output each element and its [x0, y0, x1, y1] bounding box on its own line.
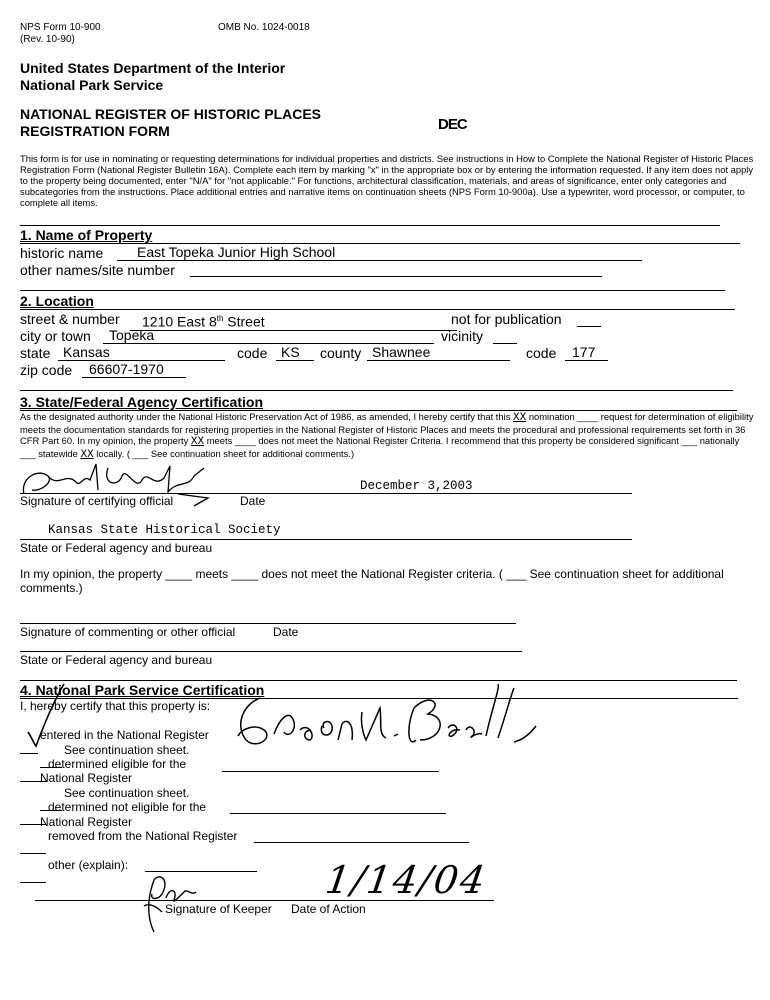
state-field[interactable] — [58, 345, 225, 361]
removed-signature-line — [254, 842, 469, 843]
zip-field[interactable] — [82, 362, 186, 378]
vicinity-blank[interactable] — [493, 329, 517, 344]
entered-label: entered in the National Register — [40, 728, 209, 742]
vicinity-label: vicinity — [441, 328, 484, 344]
county-code-value: 177 — [572, 344, 596, 360]
section-divider — [20, 290, 725, 291]
eligible-signature-line — [222, 771, 439, 772]
agency-label-2: State or Federal agency and bureau — [20, 653, 213, 667]
section3-heading: 3. State/Federal Agency Certification — [20, 394, 263, 410]
entered-checkmark — [22, 680, 72, 750]
see-continuation-2: See continuation sheet. — [64, 786, 190, 800]
other-names-label: other names/site number — [20, 262, 175, 278]
state-code-value: KS — [281, 344, 300, 360]
other-names-field[interactable] — [190, 261, 602, 277]
zip-value: 66607-1970 — [89, 361, 164, 377]
section1-heading: 1. Name of Property — [20, 227, 153, 243]
commenting-label: Signature of commenting or other official — [20, 625, 236, 639]
form-title-line1: NATIONAL REGISTER OF HISTORIC PLACES — [20, 106, 322, 122]
state-code-field[interactable] — [276, 345, 314, 361]
section-divider — [20, 390, 733, 391]
section-divider — [20, 225, 720, 226]
not-eligible-label-2: National Register — [40, 815, 133, 829]
instructions-paragraph: This form is for use in nominating or requesting determinations for individual properties and districts. See instructions in How to Complete the National Register of Historic Places Registration Form (National Register Bulletin 16A). Complete each item by marking "x" in the appropriate box or by entering the information requested. If any item does not apply to the property being documented, enter "N/A" for "not applicable." For functions, architectural classification, materials, and areas of significance, enter only categories and subcategories from the instructions. Place additional entries and narrative items on continuation sheets (NPS Form 10-900a). Use a typewriter, word processor, or computer, to complete all items. — [20, 153, 754, 208]
certification-date-typed: December 3,2003 — [360, 479, 473, 493]
not-eligible-signature-line — [230, 813, 446, 814]
section4-heading: 4. National Park Service Certification — [20, 682, 265, 698]
commenting-line — [20, 623, 516, 624]
determined-eligible-label-2: National Register — [40, 771, 133, 785]
see-continuation-1: See continuation sheet. — [64, 743, 190, 757]
other-label: other (explain): — [48, 858, 129, 872]
not-for-publication-label: not for publication — [451, 311, 562, 327]
not-eligible-label: determined not eligible for the — [48, 800, 207, 814]
commenting-date-label: Date — [273, 625, 299, 639]
agency-line-2 — [20, 651, 522, 652]
received-stamp: DEC — [438, 116, 467, 133]
city-value: Topeka — [109, 327, 155, 343]
removed-label: removed from the National Register — [48, 829, 238, 843]
section2-heading: 2. Location — [20, 293, 94, 309]
state-label: state — [20, 345, 51, 361]
date-label: Date — [240, 494, 266, 508]
keeper-initials — [140, 866, 200, 936]
signature-label: Signature of certifying official — [20, 494, 174, 508]
meets-mark: XX — [190, 436, 205, 448]
service-title: National Park Service — [20, 77, 164, 93]
county-code-label: code — [526, 345, 557, 361]
state-value: Kansas — [63, 344, 110, 360]
street-value: 1210 East 8 — [142, 313, 217, 330]
section-divider — [20, 309, 735, 310]
section-divider — [20, 243, 740, 244]
certification-paragraph: As the designated authority under the National Historic Preservation Act of 1986, as amended, I hereby certify that this XX nomination ____ request for determination of eligibility meets the documentation standards for registering properties in the National Register of Historic Places and meets the procedural and professional requirements set forth in 36 CFR Part 60. In my opinion, the property XX meets ____ does not meet the National Register Criteria. I recommend that this property be considered significant ___ nationally ___ statewide XX locally. ( ___ See continuation sheet for additional comments.) — [20, 411, 754, 461]
street-suffix: Street — [223, 313, 265, 330]
county-field[interactable] — [367, 345, 510, 361]
omb-number: OMB No. 1024-0018 — [218, 22, 310, 33]
action-date-handwritten: 1/14/04 — [322, 858, 490, 902]
city-field[interactable] — [103, 328, 434, 344]
keeper-signature — [230, 678, 540, 758]
form-revision: (Rev. 10-90) — [20, 34, 75, 45]
other-blank[interactable] — [20, 870, 46, 883]
street-ordinal: th — [216, 314, 224, 323]
keeper-label: Signature of Keeper — [165, 902, 272, 916]
agency-line — [20, 539, 632, 540]
county-code-field[interactable] — [565, 345, 608, 361]
code-label: code — [237, 345, 268, 361]
agency-label: State or Federal agency and bureau — [20, 541, 213, 555]
form-number: NPS Form 10-900 — [20, 22, 101, 33]
zip-label: zip code — [20, 362, 73, 378]
county-value: Shawnee — [372, 344, 431, 360]
form-title-line2: REGISTRATION FORM — [20, 123, 170, 139]
street-label: street & number — [20, 311, 120, 327]
historic-name-value: East Topeka Junior High School — [137, 244, 336, 260]
nomination-mark: XX — [513, 412, 527, 424]
determined-eligible-label: determined eligible for the — [48, 757, 187, 771]
county-label: county — [320, 345, 362, 361]
agency-typed: Kansas State Historical Society — [48, 523, 281, 537]
locally-mark: XX — [80, 449, 94, 461]
historic-name-field[interactable] — [117, 245, 642, 261]
opinion-paragraph: In my opinion, the property ____ meets ____ does not meet the National Register criteria. ( ___ See continuation sheet for additional comments.) — [20, 567, 724, 595]
historic-name-label: historic name — [20, 245, 104, 261]
department-title: United States Department of the Interior — [20, 60, 286, 76]
action-date-label: Date of Action — [291, 902, 366, 916]
nps-intro: I, hereby certify that this property is: — [20, 699, 211, 713]
removed-blank[interactable] — [20, 841, 46, 854]
not-for-publication-blank[interactable] — [577, 312, 601, 327]
city-label: city or town — [20, 328, 91, 344]
